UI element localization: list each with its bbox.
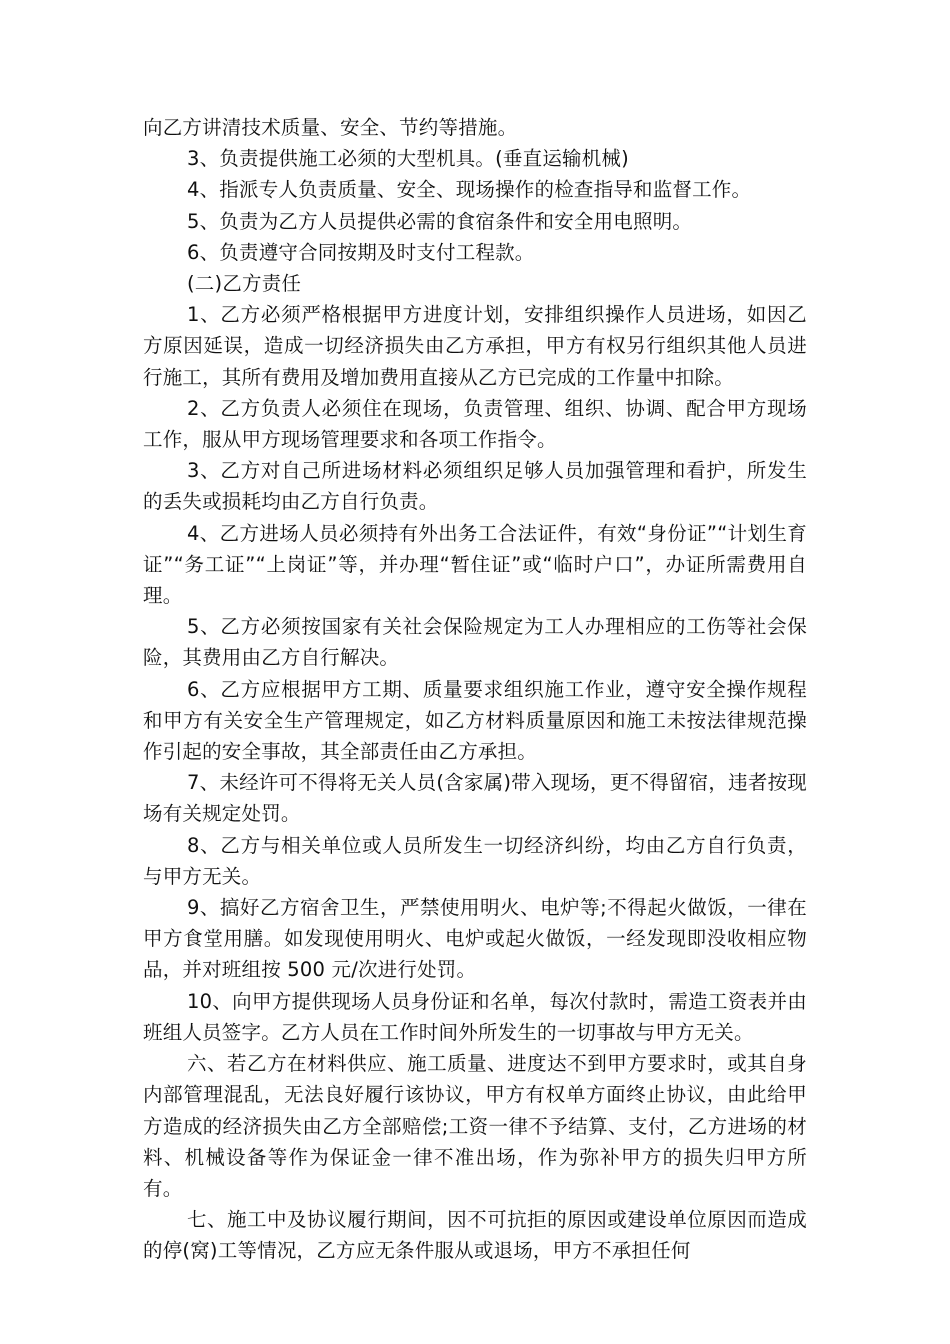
paragraph-item-4: 4、指派专人负责质量、安全、现场操作的检查指导和监督工作。: [187, 178, 752, 202]
paragraph-b-item-10: 10、向甲方提供现场人员身份证和名单，每次付款时，需造工资表并由班组人员签字。乙方人员在工作时间外所发生的一切事故与甲方无关。: [143, 989, 807, 1044]
paragraph-b-item-2: 2、乙方负责人必须住在现场，负责管理、组织、协调、配合甲方现场工作，服从甲方现场管理要求和各项工作指令。: [143, 396, 807, 452]
paragraph-b-item-9: 9、搞好乙方宿舍卫生，严禁使用明火、电炉等;不得起火做饭，一律在甲方食堂用膳。如发现使用明火、电炉或起火做饭，一经发现即没收相应物品，并对班组按 500 元/次进行处罚。: [143, 896, 807, 982]
section-heading-party-b: (二)乙方责任: [187, 272, 302, 296]
paragraph-continuation: 向乙方讲清技术质量、安全、节约等措施。: [143, 116, 518, 139]
paragraph-b-item-6: 6、乙方应根据甲方工期、质量要求组织施工作业，遵守安全操作规程和甲方有关安全生产管理规定，如乙方材料质量原因和施工未按法律规范操作引起的安全事故，其全部责任由乙方承担。: [143, 677, 807, 764]
paragraph-item-3: 3、负责提供施工必须的大型机具。(垂直运输机械): [187, 147, 629, 171]
paragraph-b-item-5: 5、乙方必须按国家有关社会保险规定为工人办理相应的工伤等社会保险，其费用由乙方自行解决。: [143, 615, 807, 670]
document-body: [143, 112, 807, 1267]
paragraph-item-5: 5、负责为乙方人员提供必需的食宿条件和安全用电照明。: [187, 209, 693, 233]
paragraph-b-item-8: 8、乙方与相关单位或人员所发生一切经济纠纷，均由乙方自行负责，与甲方无关。: [143, 833, 807, 888]
paragraph-b-item-7: 7、未经许可不得将无关人员(含家属)带入现场，更不得留宿，违者按现场有关规定处罚。: [143, 771, 807, 826]
paragraph-b-item-3: 3、乙方对自己所进场材料必须组织足够人员加强管理和看护，所发生的丢失或损耗均由乙方自行负责。: [143, 459, 807, 514]
paragraph-b-item-1: 1、乙方必须严格根据甲方进度计划，安排组织操作人员进场，如因乙方原因延误，造成一切经济损失由乙方承担，甲方有权另行组织其他人员进行施工，其所有费用及增加费用直接从乙方已完成的工作量中扣除。: [143, 303, 807, 389]
paragraph-clause-6: 六、若乙方在材料供应、施工质量、进度达不到甲方要求时，或其自身内部管理混乱，无法良好履行该协议，甲方有权单方面终止协议，由此给甲方造成的经济损失由乙方全部赔偿;工资一律不予结算、支付，乙方进场的材料、机械设备等作为保证金一律不准出场，作为弥补甲方的损失归甲方所有。: [143, 1052, 807, 1200]
paragraph-item-6: 6、负责遵守合同按期及时支付工程款。: [187, 240, 535, 264]
paragraph-clause-7: 七、施工中及协议履行期间，因不可抗拒的原因或建设单位原因而造成的停(窝)工等情况，乙方应无条件服从或退场，甲方不承担任何: [143, 1208, 807, 1263]
paragraph-b-item-4: 4、乙方进场人员必须持有外出务工合法证件，有效“身份证”“计划生育证”“务工证”“上岗证”等，并办理“暂住证”或“临时户口”，办证所需费用自理。: [143, 521, 807, 608]
